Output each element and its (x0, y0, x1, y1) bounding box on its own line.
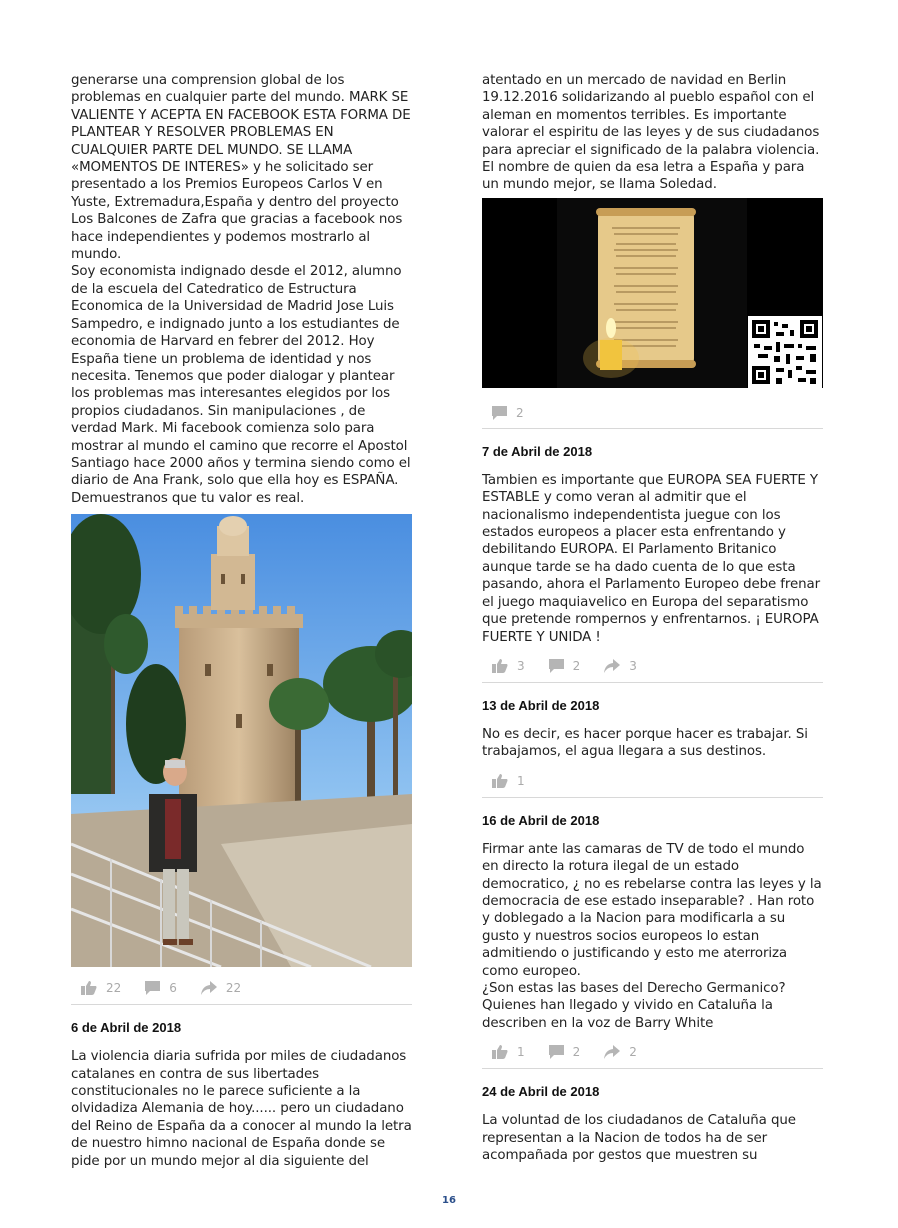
torre-del-oro-photo[interactable] (71, 514, 412, 967)
thumbs-up-icon (492, 774, 508, 788)
thumbs-up-icon (492, 1045, 508, 1059)
comment-count: 2 (572, 1045, 581, 1060)
thumbs-up-icon (492, 659, 508, 673)
divider (482, 682, 823, 683)
post-date-april24: 24 de Abril de 2018 (482, 1084, 600, 1100)
share-count: 22 (225, 981, 242, 996)
like-count: 1 (517, 773, 525, 788)
share-icon (604, 659, 620, 673)
page-number: 16 (442, 1195, 456, 1206)
post-text-april16-question: ¿Son estas las bases del Derecho Germanico? Quienes han llegado y vivido en Cataluña la describen en la voz de Barry White (482, 980, 786, 1031)
divider (71, 1004, 412, 1005)
like-reaction[interactable] (492, 774, 525, 788)
like-reaction[interactable] (81, 981, 121, 995)
post-date-april13: 13 de Abril de 2018 (482, 697, 600, 713)
comment-reaction[interactable] (145, 981, 177, 995)
divider (482, 1068, 823, 1069)
post-text-april7: Tambien es importante que EUROPA SEA FUERTE Y ESTABLE y como veran al admitir que el nacionalismo independentista juegue con los estados europeos a placer esta enfrentando y debilitando EUROPA. El Parlamento Britanico aunque tarde se ha dado cuenta de lo que esta pasando, ahora el Parlamento Europeo debe frenar el juego maquiavelico en Europa del separatismo que pretende rompernos y enfrentarnos. ¡ EUROPA FUERTE Y UNIDA ! (482, 472, 821, 645)
comment-icon (145, 981, 160, 995)
comment-count: 6 (169, 981, 177, 996)
divider (482, 428, 823, 429)
like-count: 22 (106, 981, 122, 996)
scroll-qr-image[interactable] (482, 198, 823, 392)
share-icon (201, 981, 217, 995)
comment-reaction[interactable] (549, 659, 581, 673)
comment-icon (549, 659, 564, 673)
like-count: 3 (517, 658, 525, 673)
thumbs-up-icon (81, 981, 97, 995)
post-text-april16: Firmar ante las camaras de TV de todo el mundo en directo la rotura ilegal de un estado democratico, ¿ no es rebelarse contra las leyes y la democracia de ese estado inseparable? . Han roto y doblegado a la Nacion para modificarla a su gusto y nuestros socios europeos lo estan admitiendo o justificando y esto me aterroriza como europeo. (482, 841, 822, 979)
like-reaction[interactable] (492, 1045, 525, 1059)
share-icon (604, 1045, 620, 1059)
post-date-april16: 16 de Abril de 2018 (482, 812, 600, 828)
post-reactions-april7 (482, 655, 823, 677)
post-reactions-april13 (482, 770, 823, 792)
comment-count: 2 (516, 405, 524, 420)
share-reaction[interactable] (201, 981, 241, 995)
post-date-april6: 6 de Abril de 2018 (71, 1020, 182, 1036)
share-count: 2 (629, 1045, 637, 1060)
like-reaction[interactable] (492, 659, 525, 673)
economist-paragraph: Soy economista indignado desde el 2012, alumno de la escuela del Catedratico de Estructura Economica de la Universidad de Madrid Jose Luis Sampedro, e indignado junto a los estudiantes de economia de Harvard en febrer del 2012. Hoy España tiene un problema de identidad y nos necesita. Tenemos que poder dialogar y plantear los problemas mas interesantes elegidos por los propios ciudadanos. Sin manipulaciones , de verdad Mark. Mi facebook comienza solo para mostrar al mundo el camino que recorre el Apostol Santiago hace 2000 años y termina siendo como el diario de Ana Frank, solo que ella hoy es ESPAÑA. Demuestranos que tu valor es real. (71, 264, 411, 506)
photo-reactions (71, 977, 412, 999)
comment-reaction[interactable] (549, 1045, 581, 1059)
post-reactions-april16 (482, 1041, 823, 1063)
continuation-paragraph: atentado en un mercado de navidad en Berlin 19.12.2016 solidarizando al pueblo español con el aleman en momentos terribles. Es importante valorar el espiritu de las leyes y de sus ciudadanos para apreciar el significado de la palabra violencia. El nombre de quien da esa letra a España y para un mundo mejor, se llama Soledad. (482, 73, 820, 193)
share-reaction[interactable] (604, 659, 637, 673)
photo-image (71, 514, 412, 967)
scroll-image (482, 198, 823, 388)
comment-icon (549, 1045, 564, 1059)
left-column (71, 72, 412, 1170)
scroll-image-reactions (482, 402, 823, 424)
share-reaction[interactable] (604, 1045, 637, 1059)
post-text-april6: La violencia diaria sufrida por miles de ciudadanos catalanes en contra de sus libertades constitucionales no le parece suficiente a la olvidadiza Alemania de hoy...... pero un ciudadano del Reino de España da a conocer al mundo la letra de nuestro himno nacional de España donde se pide por un mundo mejor al dia siguiente del (71, 1049, 412, 1169)
comment-count: 2 (572, 658, 581, 673)
post-text-april24: La voluntad de los ciudadanos de Cataluña que representan a la Nacion de todos ha de ser acompañada por gestos que muestren su (482, 1113, 796, 1163)
comment-reaction[interactable] (492, 406, 524, 420)
like-count: 1 (517, 1045, 525, 1060)
share-count: 3 (629, 658, 637, 673)
post-date-april7: 7 de Abril de 2018 (482, 443, 593, 459)
intro-paragraph: generarse una comprension global de los problemas en cualquier parte del mundo. MARK SE VALIENTE Y ACEPTA EN FACEBOOK ESTA FORMA DE PLANTEAR Y RESOLVER PROBLEMAS EN CUALQUIER PARTE DEL MUNDO. SE LLAMA «MOMENTOS DE INTERES» y he solicitado ser presentado a los Premios Europeos Carlos V en Yuste, Extremadura,España y dentro del proyecto Los Balcones de Zafra que gracias a facebook nos hace independientes y podemos mostrarlo al mundo. (71, 73, 411, 263)
post-text-april13: No es decir, es hacer porque hacer es trabajar. Si trabajamos, el agua llegara a sus destinos. (482, 726, 808, 760)
divider (482, 797, 823, 798)
right-column (482, 72, 823, 1164)
comment-icon (492, 406, 507, 420)
